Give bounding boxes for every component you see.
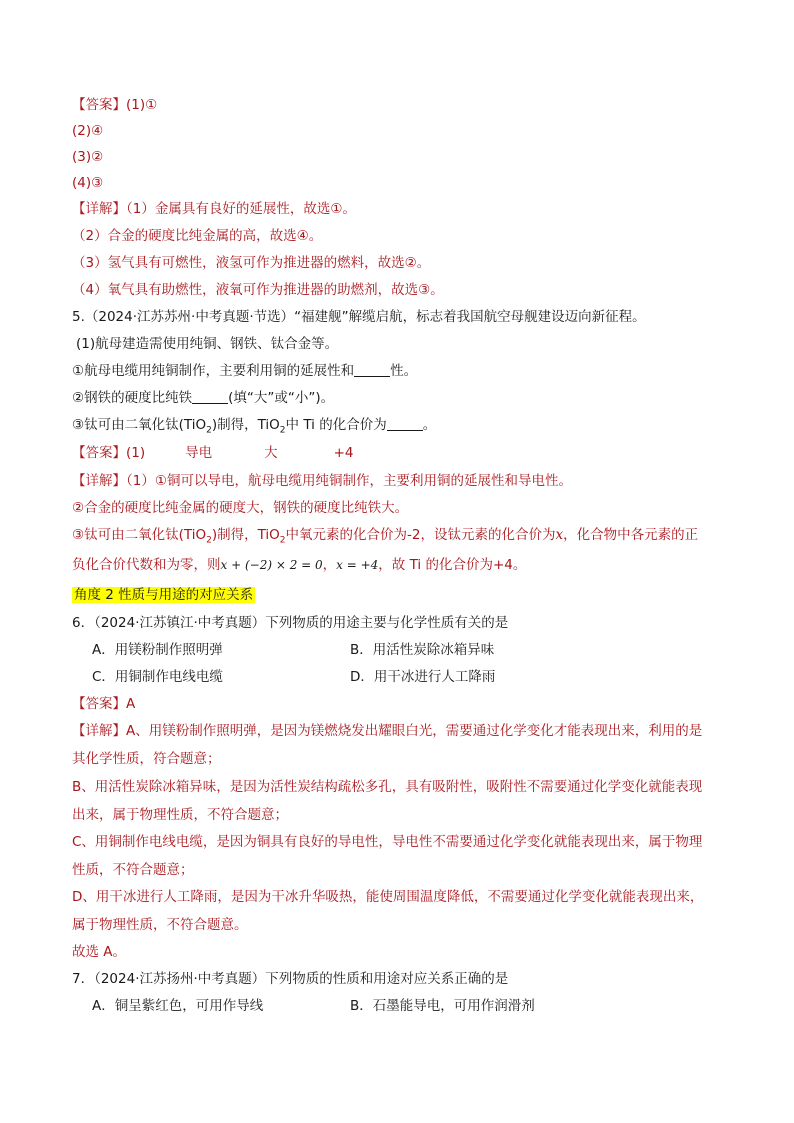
question-5-item2: ②钢铁的硬度比纯铁 (填“大”或“小”)。 [72, 390, 335, 406]
detail2-line-1: 【详解】（1）①铜可以导电，航母电缆用纯铜制作，主要利用铜的延展性和导电性。 [72, 473, 572, 489]
question-6-option-d: D．用干冰进行人工降雨 [350, 669, 496, 685]
detail3-line-1: 【详解】A、用镁粉制作照明弹，是因为镁燃烧发出耀眼白光，需要通过化学变化才能表现出来，利用的是 [72, 723, 703, 739]
blank [387, 416, 423, 431]
detail2-line-4: 负化合价代数和为零，则x + (−2) × 2 = 0，x = +4，故 Ti 的化合价为+4。 [72, 557, 527, 573]
answer-line-2: (2)④ [72, 123, 104, 139]
answer-line-4: (4)③ [72, 175, 104, 191]
detail3-line-2: 其化学性质，符合题意； [72, 751, 221, 767]
question-6-stem: 6．（2024·江苏镇江·中考真题）下列物质的用途主要与化学性质有关的是 [72, 615, 509, 631]
detail2-line-2: ②合金的硬度比纯金属的硬度大，钢铁的硬度比纯铁大。 [72, 500, 409, 516]
detail-line-1 [72, 199, 356, 219]
detail3-line-9: 故选 A。 [72, 944, 127, 960]
answer-text: (1)① [126, 97, 158, 113]
question-7-option-a: A．铜呈紫红色，可用作导线 [92, 998, 264, 1014]
detail-line-3: （3）氢气具有可燃性，液氢可作为推进器的燃料，故选②。 [72, 255, 431, 271]
detail-tag: 【详解】 [72, 201, 126, 217]
question-5-item1: ①航母电缆用纯铜制作，主要利用铜的延展性和 性。 [72, 363, 418, 379]
detail-line-4: （4）氧气具有助燃性，液氧可作为推进器的助燃剂，故选③。 [72, 282, 444, 298]
question-7-option-b: B．石墨能导电，可用作润滑剂 [350, 998, 535, 1014]
answer-tag: 【答案】 [72, 97, 126, 113]
equation: x + (−2) × 2 = 0 [220, 558, 323, 572]
question-5-item3: ③钛可由二氧化钛(TiO$_2$)制得，TiO$_2$中 Ti 的化合价为 。 [72, 417, 437, 436]
detail-line-2: （2）合金的硬度比纯金属的高，故选④。 [72, 228, 323, 244]
detail3-line-4: 出来，属于物理性质，不符合题意； [72, 807, 288, 823]
question-5-stem: 5.（2024·江苏苏州·中考真题·节选）“福建舰”解缆启航，标志着我国航空母舰建设迈向新征程。 [72, 309, 646, 325]
detail3-line-8: 属于物理性质，不符合题意。 [72, 917, 248, 933]
question-6-option-a: A．用镁粉制作照明弹 [92, 642, 223, 658]
answer-line-q5: 【答案】(1) 导电 大 +4 [72, 445, 354, 461]
question-7-stem: 7．（2024·江苏扬州·中考真题）下列物质的性质和用途对应关系正确的是 [72, 971, 509, 987]
blank [354, 362, 390, 377]
question-6-option-c: C．用铜制作电线电缆 [92, 669, 223, 685]
detail3-line-3: B、用活性炭除冰箱异味，是因为活性炭结构疏松多孔，具有吸附性，吸附性不需要通过化学变化就能表现 [72, 779, 703, 795]
answer-line-q6: 【答案】A [72, 696, 136, 712]
answer-line-3: (3)② [72, 149, 104, 165]
section-header: 角度 2 性质与用途的对应关系 [74, 587, 254, 603]
answer-line-1 [72, 95, 157, 115]
question-6-option-b: B．用活性炭除冰箱异味 [350, 642, 495, 658]
detail3-line-6: 性质，不符合题意； [72, 862, 194, 878]
detail-text: （1）金属具有良好的延展性，故选①。 [126, 201, 356, 217]
blank [192, 389, 228, 404]
detail2-line-3: ③钛可由二氧化钛(TiO$_2$)制得，TiO$_2$中氧元素的化合价为-2，设钛元素的化合价为x，化合物中各元素的正 [72, 527, 699, 546]
question-5-sub1: (1)航母建造需使用纯铜、钢铁、钛合金等。 [76, 336, 339, 352]
detail3-line-7: D、用干冰进行人工降雨，是因为干冰升华吸热，能使周围温度降低，不需要通过化学变化就能表现出来， [72, 889, 704, 905]
equation: x = +4 [336, 558, 379, 572]
detail3-line-5: C、用铜制作电线电缆，是因为铜具有良好的导电性，导电性不需要通过化学变化就能表现出来，属于物理 [72, 834, 703, 850]
